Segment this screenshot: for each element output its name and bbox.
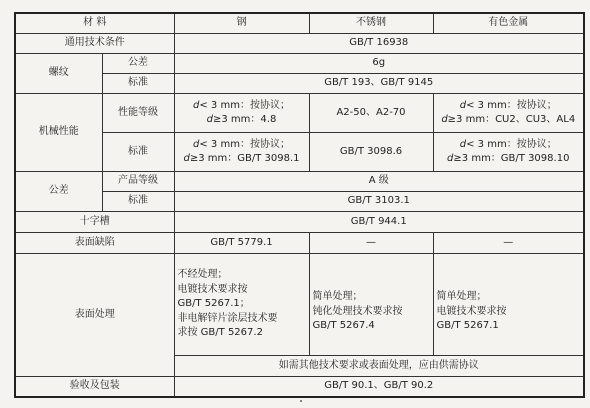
- thread-tolerance-value: 6g: [174, 54, 584, 74]
- cross-recess-value: GB/T 944.1: [174, 212, 584, 233]
- mech-standard-stainless: GB/T 3098.6: [309, 133, 433, 172]
- nonferrous-line: 简单处理；: [436, 291, 487, 303]
- std-steel-line-2: ≥3 mm：GB/T 3098.1: [189, 153, 300, 164]
- surface-defects-nonferrous: —: [433, 233, 584, 254]
- steel-line: 非电解锌片涂层技术要: [177, 312, 278, 324]
- mechanical-label: 机械性能: [15, 94, 102, 172]
- d-symbol: d: [459, 99, 467, 111]
- std-nonferrous-line-1: < 3 mm：按协议；: [466, 138, 557, 150]
- acceptance-row: [15, 377, 584, 398]
- acceptance-value: GB/T 90.1、GB/T 90.2: [174, 377, 584, 398]
- d-symbol: d: [206, 114, 214, 125]
- spec-table: [14, 12, 585, 398]
- mech-grade-row: [15, 94, 584, 133]
- cross-recess-row: [15, 212, 584, 233]
- thread-standard-value: GB/T 193、GB/T 9145: [174, 74, 584, 94]
- general-spec-value: GB/T 16938: [174, 34, 584, 54]
- grade-nonferrous-line-1: < 3 mm：按协议；: [466, 99, 557, 111]
- mech-standard-label: 标准: [102, 133, 174, 172]
- mech-grade-nonferrous: [433, 94, 584, 133]
- header-steel: 钢: [174, 13, 309, 34]
- stainless-line: GB/T 5267.4: [312, 320, 375, 332]
- steel-line: 电镀技术要求按: [177, 283, 248, 295]
- grade-nonferrous-line-2: ≥3 mm：CU2、CU3、AL4: [447, 114, 576, 125]
- grade-steel-line-1: < 3 mm：按协议；: [199, 99, 290, 111]
- stainless-line: 简单处理；: [312, 291, 363, 303]
- general-spec-row: [15, 34, 584, 54]
- thread-standard-label: 标准: [102, 74, 174, 94]
- general-spec-label: 通用技术条件: [15, 34, 174, 54]
- surface-defects-stainless: —: [309, 233, 433, 254]
- steel-line: 不经处理；: [177, 269, 228, 281]
- mech-grade-steel: [174, 94, 309, 133]
- surface-treatment-nonferrous: [433, 254, 584, 356]
- product-grade-label: 产品等级: [102, 172, 174, 192]
- surface-treatment-row: [15, 254, 584, 356]
- tolerance-label: 公差: [15, 172, 102, 212]
- product-grade-value: A 级: [174, 172, 584, 192]
- acceptance-label: 验收及包装: [15, 377, 174, 398]
- mech-grade-label: 性能等级: [102, 94, 174, 133]
- std-steel-line-1: < 3 mm：按协议；: [199, 138, 290, 150]
- nonferrous-line: GB/T 5267.1: [436, 320, 499, 332]
- surface-treatment-stainless: [309, 254, 433, 356]
- surface-defects-steel: GB/T 5779.1: [174, 233, 309, 254]
- surface-treatment-steel: [174, 254, 309, 356]
- cross-recess-label: 十字槽: [15, 212, 174, 233]
- surface-treatment-label: 表面处理: [15, 254, 174, 377]
- steel-line: GB/T 5267.1；: [177, 298, 250, 310]
- d-symbol: d: [183, 153, 190, 164]
- grade-steel-line-2: ≥3 mm：4.8: [213, 114, 277, 125]
- tolerance-grade-row: [15, 172, 584, 192]
- tolerance-standard-label: 标准: [102, 192, 174, 212]
- mech-standard-steel: [174, 133, 309, 172]
- nonferrous-line: 电镀技术要求按: [436, 305, 507, 317]
- header-nonferrous: 有色金属: [433, 13, 584, 34]
- d-symbol: d: [447, 153, 454, 164]
- mech-grade-stainless: A2-50、A2-70: [309, 94, 433, 133]
- page-speck: [300, 400, 302, 402]
- std-nonferrous-line-2: ≥3 mm：GB/T 3098.10: [453, 153, 570, 164]
- d-symbol: d: [193, 99, 200, 111]
- thread-label: 螺纹: [15, 54, 102, 94]
- header-row: [15, 13, 584, 34]
- surface-treatment-note: 如需其他技术要求或表面处理，应由供需协议: [174, 356, 584, 377]
- thread-tolerance-row: [15, 54, 584, 74]
- surface-defects-row: [15, 233, 584, 254]
- thread-tolerance-label: 公差: [102, 54, 174, 74]
- d-symbol: d: [459, 138, 467, 150]
- header-material: 材 料: [15, 13, 174, 34]
- steel-line: 求按 GB/T 5267.2: [177, 327, 263, 339]
- tolerance-standard-value: GB/T 3103.1: [174, 192, 584, 212]
- stainless-line: 钝化处理技术要求按: [312, 305, 403, 317]
- header-stainless: 不锈钢: [309, 13, 433, 34]
- d-symbol: d: [193, 138, 200, 150]
- surface-defects-label: 表面缺陷: [15, 233, 174, 254]
- mech-standard-nonferrous: [433, 133, 584, 172]
- d-symbol: d: [441, 114, 448, 125]
